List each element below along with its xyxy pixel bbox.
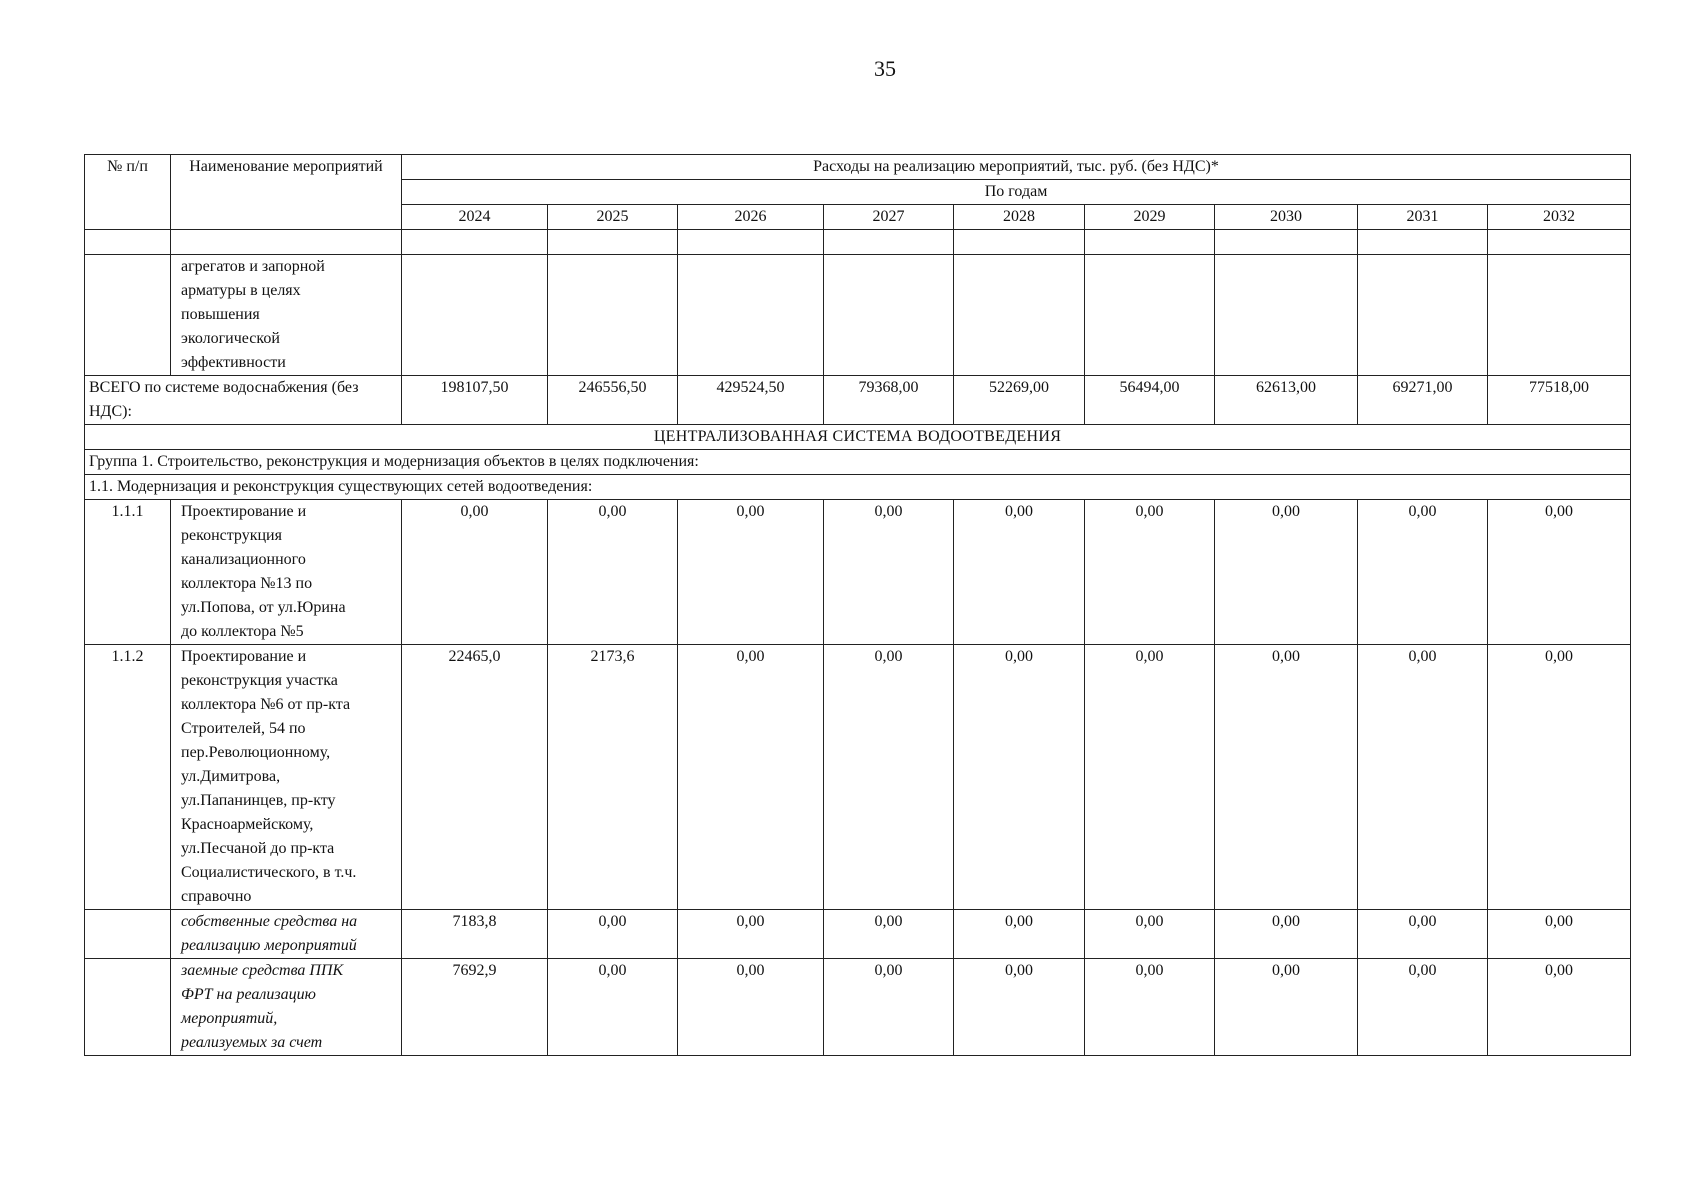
- section-title: ЦЕНТРАЛИЗОВАННАЯ СИСТЕМА ВОДООТВЕДЕНИЯ: [85, 425, 1631, 450]
- total-value: 62613,00: [1215, 376, 1358, 425]
- page-number: 35: [874, 56, 896, 81]
- row-value: 7692,9: [402, 959, 548, 1056]
- header-year: 2030: [1215, 205, 1358, 230]
- total-value: 246556,50: [548, 376, 678, 425]
- row-value: 0,00: [1215, 645, 1358, 910]
- subgroup-title: 1.1. Модернизация и реконструкция существующих сетей водоотведения:: [85, 475, 1631, 500]
- table-row: [85, 959, 1631, 1056]
- row-value: 0,00: [402, 500, 548, 645]
- header-by-years: По годам: [402, 180, 1631, 205]
- row-value: 0,00: [954, 959, 1085, 1056]
- row-value: 0,00: [548, 910, 678, 959]
- row-value: 0,00: [678, 645, 824, 910]
- row-value: 0,00: [824, 910, 954, 959]
- total-value: 52269,00: [954, 376, 1085, 425]
- row-value: 0,00: [1488, 910, 1631, 959]
- row-name: заемные средства ППК ФРТ на реализацию мероприятий, реализуемых за счет: [171, 959, 402, 1056]
- header-year: 2031: [1358, 205, 1488, 230]
- row-value: 2173,6: [548, 645, 678, 910]
- total-value: 56494,00: [1085, 376, 1215, 425]
- row-number: 1.1.2: [85, 645, 171, 910]
- header-name: Наименование мероприятий: [171, 155, 402, 230]
- row-value: 22465,0: [402, 645, 548, 910]
- continuation-row: [85, 255, 1631, 376]
- table-row: [85, 910, 1631, 959]
- row-name: собственные средства на реализацию мероприятий: [171, 910, 402, 959]
- header-year: 2028: [954, 205, 1085, 230]
- row-number: 1.1.1: [85, 500, 171, 645]
- row-value: 0,00: [1358, 959, 1488, 1056]
- row-number: [85, 910, 171, 959]
- subgroup-row: [85, 475, 1631, 500]
- row-number: [85, 959, 171, 1056]
- group-row: [85, 450, 1631, 475]
- row-value: 0,00: [1358, 500, 1488, 645]
- total-label: ВСЕГО по системе водоснабжения (без НДС):: [85, 376, 402, 425]
- row-value: 0,00: [824, 500, 954, 645]
- header-year: 2032: [1488, 205, 1631, 230]
- header-year: 2027: [824, 205, 954, 230]
- row-value: 0,00: [1085, 910, 1215, 959]
- row-value: 0,00: [1085, 500, 1215, 645]
- header-year: 2025: [548, 205, 678, 230]
- total-value: 69271,00: [1358, 376, 1488, 425]
- row-value: 0,00: [1488, 645, 1631, 910]
- row-value: 0,00: [1215, 959, 1358, 1056]
- row-value: 0,00: [1215, 500, 1358, 645]
- row-value: 0,00: [1085, 959, 1215, 1056]
- header-year: 2026: [678, 205, 824, 230]
- continuation-name: агрегатов и запорной арматуры в целях повышения экологической эффективности: [171, 255, 402, 376]
- header-year: 2029: [1085, 205, 1215, 230]
- row-value: 0,00: [1488, 959, 1631, 1056]
- group-title: Группа 1. Строительство, реконструкция и модернизация объектов в целях подключения:: [85, 450, 1631, 475]
- row-value: 0,00: [824, 959, 954, 1056]
- total-value: 198107,50: [402, 376, 548, 425]
- header-expenses: Расходы на реализацию мероприятий, тыс. руб. (без НДС)*: [402, 155, 1631, 180]
- row-value: 0,00: [1215, 910, 1358, 959]
- total-value: 429524,50: [678, 376, 824, 425]
- row-value: 0,00: [678, 910, 824, 959]
- row-value: 0,00: [1358, 910, 1488, 959]
- empty-row: [85, 230, 1631, 255]
- expenses-table: [84, 154, 1631, 1056]
- header-num: № п/п: [85, 155, 171, 230]
- row-value: 0,00: [824, 645, 954, 910]
- row-value: 0,00: [548, 500, 678, 645]
- total-value: 79368,00: [824, 376, 954, 425]
- section-row: [85, 425, 1631, 450]
- table-row: [85, 645, 1631, 910]
- row-value: 0,00: [1358, 645, 1488, 910]
- row-value: 0,00: [678, 959, 824, 1056]
- header-year: 2024: [402, 205, 548, 230]
- row-value: 0,00: [678, 500, 824, 645]
- row-name: Проектирование и реконструкция участка коллектора №6 от пр-кта Строителей, 54 по пер.Революционному, ул.Димитрова, ул.Папанинцев, пр-кту Красноармейскому, ул.Песчаной до пр-кта Социалистического, в т.ч. справочно: [171, 645, 402, 910]
- row-value: 0,00: [1488, 500, 1631, 645]
- total-row: [85, 376, 1631, 425]
- row-value: 0,00: [954, 500, 1085, 645]
- row-value: 0,00: [548, 959, 678, 1056]
- total-value: 77518,00: [1488, 376, 1631, 425]
- row-value: 0,00: [954, 645, 1085, 910]
- row-name: Проектирование и реконструкция канализационного коллектора №13 по ул.Попова, от ул.Юрина до коллектора №5: [171, 500, 402, 645]
- row-value: 7183,8: [402, 910, 548, 959]
- row-value: 0,00: [1085, 645, 1215, 910]
- table-row: [85, 500, 1631, 645]
- row-value: 0,00: [954, 910, 1085, 959]
